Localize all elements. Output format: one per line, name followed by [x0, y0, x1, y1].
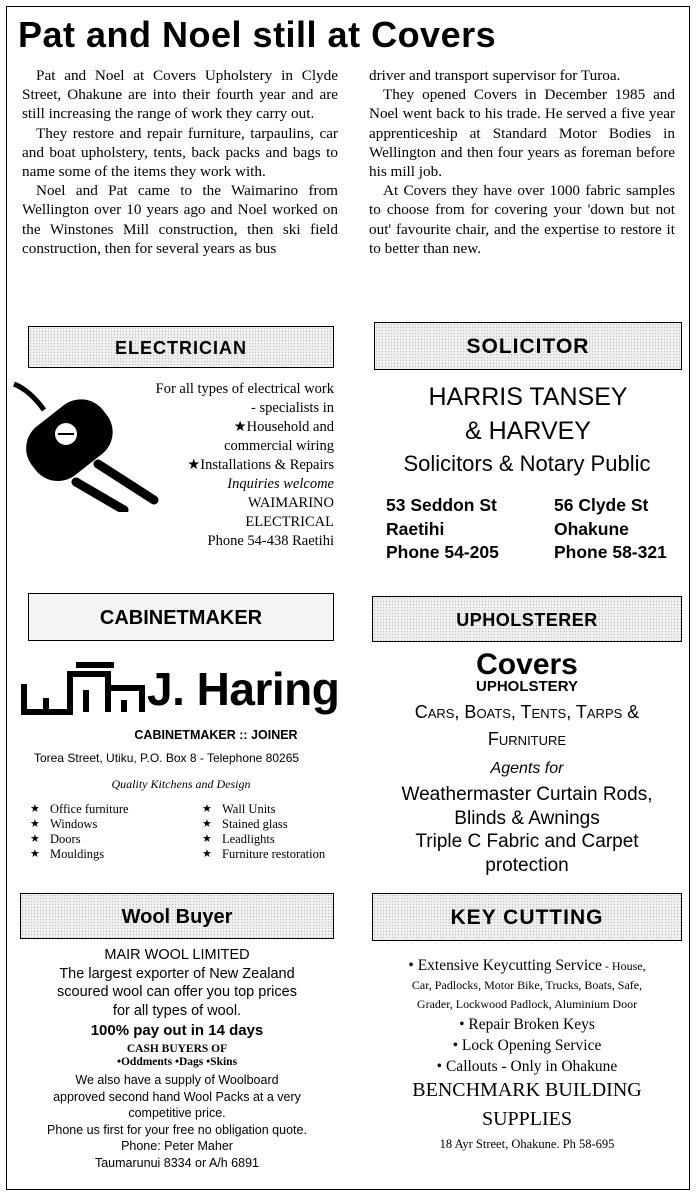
office-phone: Phone 58-321 — [554, 542, 667, 562]
electrician-line: commercial wiring — [224, 438, 334, 454]
solicitor-firm: & HARVEY — [465, 417, 591, 445]
upholsterer-services: Furniture — [487, 729, 567, 749]
wool-company: MAIR WOOL LIMITED — [104, 947, 250, 963]
article-column-2 — [369, 66, 675, 258]
article-paragraph: They restore and repair furniture, tarpaulins, car and boat upholstery, tents, back packs and bags to name some of the items they work with. — [22, 124, 338, 181]
list-item: ★ Windows — [30, 817, 129, 832]
article-column-1 — [22, 66, 338, 258]
upholsterer-services: Cars, Boats, Tents, Tarps & — [414, 702, 640, 722]
article-paragraph: driver and transport supervisor for Turoa. — [369, 67, 621, 84]
electrician-inquiries: Inquiries welcome — [227, 476, 334, 492]
covers-sub: UPHOLSTERY — [476, 678, 578, 695]
electrician-line: ★Household and — [233, 419, 334, 435]
list-item: ★ Leadlights — [202, 832, 325, 847]
agency-line: Weathermaster Curtain Rods, — [401, 784, 653, 805]
cabinetmaker-list-right — [202, 802, 325, 862]
covers-name: Covers — [476, 648, 578, 681]
keycutting-bullet: • Callouts - Only in Ohakune — [436, 1058, 618, 1075]
article-paragraph: Noel and Pat came to the Waimarino from Wellington over 10 years ago and Noel worked on the Winstones Mill construction, then ski field construction, then for several years as bus — [22, 182, 338, 257]
solicitor-office-raetihi — [386, 494, 499, 565]
office-street: 53 Seddon St — [386, 495, 497, 515]
office-phone: Phone 54-205 — [386, 542, 499, 562]
agency-line: Blinds & Awnings — [454, 807, 600, 829]
wool-phone-line: Phone: Peter Maher — [121, 1139, 233, 1153]
keycutting-service-main: • Extensive Keycutting Service — [408, 957, 602, 974]
wool-phone-line: Phone us first for your free no obligation quote. — [47, 1122, 307, 1137]
article-paragraph: Pat and Noel at Covers Upholstery in Clyde Street, Ohakune are into their fourth year and are still increasing the range of work they carry out. — [22, 67, 338, 123]
article-paragraph: They opened Covers in December 1985 and Noel went back to his trade. He served a five year apprenticeship at Standard Motor Bodies in Wellington and then four years as foreman before his mill job. — [369, 86, 675, 181]
electrician-company: ELECTRICAL — [245, 514, 334, 530]
keycutting-bullet: • Lock Opening Service — [452, 1037, 602, 1054]
wool-desc: for all types of wool. — [112, 1002, 242, 1019]
electrician-heading: ELECTRICIAN — [28, 326, 334, 368]
cabinetmaker-name: J. Haring — [147, 663, 340, 715]
electrician-line: ★Installations & Repairs — [187, 457, 334, 473]
keycutting-service-detail: Car, Padlocks, Motor Bike, Trucks, Boats, Safe, — [411, 978, 643, 992]
wool-desc: The largest exporter of New Zealand — [59, 965, 295, 982]
wool-phone-line: Taumarunui 8334 or A/h 6891 — [94, 1155, 259, 1170]
solicitor-subtitle: Solicitors & Notary Public — [403, 451, 651, 476]
wool-desc: scoured wool can offer you top prices — [57, 984, 297, 1000]
electrician-line: For all types of electrical work — [155, 381, 334, 397]
keycutting-service-detail: - House, — [601, 959, 646, 973]
agency-line: protection — [485, 854, 569, 876]
headline: Pat and Noel still at Covers — [18, 14, 497, 55]
list-item: ★ Office furniture — [30, 802, 129, 817]
cabinetmaker-tagline: Quality Kitchens and Design — [111, 777, 251, 791]
keycutting-address: 18 Ayr Street, Ohakune. Ph 58-695 — [439, 1137, 615, 1151]
keycutting-heading: KEY CUTTING — [372, 893, 682, 941]
keycutting-bullet: • Repair Broken Keys — [459, 1016, 595, 1033]
cabinetmaker-list-left — [30, 802, 129, 862]
solicitor-heading: SOLICITOR — [374, 322, 682, 370]
list-item: ★ Mouldings — [30, 847, 129, 862]
upholsterer-agency — [366, 783, 688, 877]
wool-supply — [6, 1072, 348, 1171]
article-paragraph: At Covers they have over 1000 fabric samples to choose from for covering your 'down but not out' favourite chair, and the expertise to restore it to better than new. — [369, 182, 675, 257]
wool-cash-buyers — [6, 1043, 348, 1069]
haring-logo-icon — [20, 660, 146, 718]
solicitor-firm: HARRIS TANSEY — [428, 383, 628, 411]
wool-heading: Wool Buyer — [20, 893, 334, 939]
keycutting-service-line — [366, 956, 688, 976]
list-item: ★ Furniture restoration — [202, 847, 325, 862]
upholsterer-heading: UPHOLSTERER — [372, 596, 682, 642]
electrician-company: WAIMARINO — [247, 495, 334, 511]
cabinetmaker-heading: CABINETMAKER — [28, 593, 334, 641]
list-item: ★ Doors — [30, 832, 129, 847]
office-town: Ohakune — [554, 518, 629, 539]
electrician-text — [94, 380, 334, 551]
cabinetmaker-trade: CABINETMAKER :: JOINER — [134, 728, 298, 742]
wool-payout: 100% pay out in 14 days — [90, 1022, 264, 1039]
cabinetmaker-address: Torea Street, Utiku, P.O. Box 8 - Telephone 80265 — [34, 751, 300, 765]
wool-text — [6, 946, 348, 1042]
wool-supply-line: approved second hand Wool Packs at a very — [53, 1089, 301, 1104]
list-item: ★ Wall Units — [202, 802, 325, 817]
upholsterer-agents: Agents for — [490, 760, 564, 777]
keycutting-company: SUPPLIES — [481, 1108, 573, 1130]
agency-line: Triple C Fabric and Carpet — [415, 831, 639, 852]
wool-items: •Oddments •Dags •Skins — [116, 1056, 238, 1068]
list-item: ★ Stained glass — [202, 817, 325, 832]
office-street: 56 Clyde St — [554, 495, 649, 515]
keycutting-text — [366, 956, 688, 1154]
wool-cash: CASH BUYERS OF — [126, 1043, 228, 1055]
electrician-line: - specialists in — [251, 400, 334, 416]
keycutting-service-detail: Grader, Lockwood Padlock, Aluminium Door — [416, 997, 638, 1011]
wool-supply-line: competitive price. — [128, 1106, 226, 1120]
wool-supply-line: We also have a supply of Woolboard — [75, 1073, 279, 1087]
solicitor-office-ohakune — [554, 494, 667, 565]
electrician-phone: Phone 54-438 Raetihi — [207, 533, 334, 549]
office-town: Raetihi — [386, 518, 445, 539]
keycutting-company: BENCHMARK BUILDING — [412, 1079, 642, 1101]
